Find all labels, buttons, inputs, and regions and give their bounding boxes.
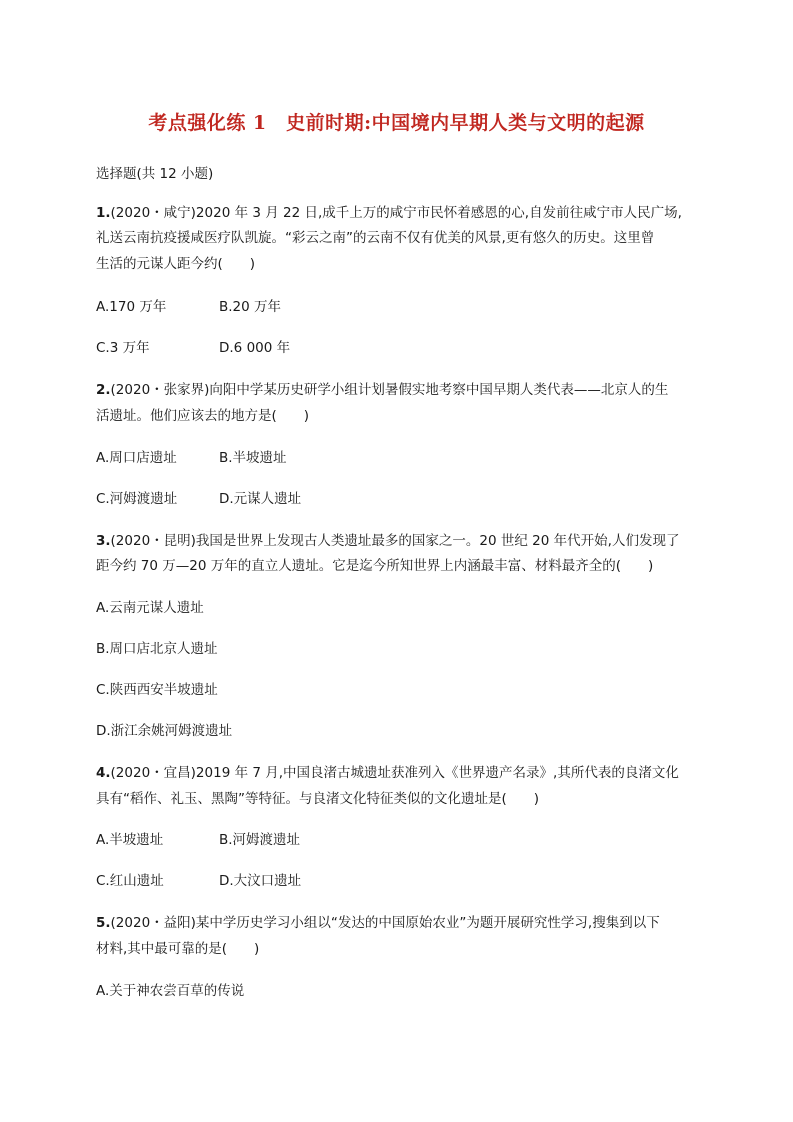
question-4-line-1: 4.(2020・宜昌)2019 年 7 月,中国良渚古城遗址获准列入《世界遗产名录》,其所代表的良渚文化 [96, 765, 679, 781]
option-a: A.170 万年 [96, 299, 167, 315]
question-3-option-b: B.周口店北京人遗址 [96, 641, 218, 657]
option-b: B.20 万年 [219, 299, 282, 315]
page-title: 考点强化练 1 史前时期:中国境内早期人类与文明的起源 [148, 112, 645, 134]
option-a: A.周口店遗址 [96, 450, 177, 466]
question-2-options-row-1 [96, 449, 287, 467]
option-d: D.6 000 年 [219, 340, 291, 356]
question-1-options-row-2 [96, 339, 291, 357]
question-3-option-c: C.陕西西安半坡遗址 [96, 682, 218, 698]
section-heading: 选择题(共 12 小题) [96, 166, 214, 182]
option-d: D.大汶口遗址 [219, 873, 302, 889]
question-number: 3. [96, 533, 111, 549]
question-5-option-a: A.关于神农尝百草的传说 [96, 983, 245, 999]
question-number: 4. [96, 765, 111, 781]
question-1-line-1: 1.(2020・咸宁)2020 年 3 月 22 日,成千上万的咸宁市民怀着感恩的心,自发前往咸宁市人民广场, [96, 205, 682, 221]
question-4-options-row-2 [96, 872, 302, 890]
question-3-option-a: A.云南元谋人遗址 [96, 600, 204, 616]
option-a: A.半坡遗址 [96, 832, 164, 848]
question-3-option-d: D.浙江余姚河姆渡遗址 [96, 723, 233, 739]
question-2-line-1: 2.(2020・张家界)向阳中学某历史研学小组计划暑假实地考察中国早期人类代表——北京人的生 [96, 382, 669, 398]
option-c: C.红山遗址 [96, 873, 164, 889]
option-b: B.河姆渡遗址 [219, 832, 301, 848]
question-5-line-2: 材料,其中最可靠的是( ) [96, 941, 260, 957]
question-3-line-1: 3.(2020・昆明)我国是世界上发现古人类遗址最多的国家之一。20 世纪 20 年代开始,人们发现了 [96, 533, 680, 549]
option-c: C.河姆渡遗址 [96, 491, 178, 507]
question-1-line-2: 礼送云南抗疫援咸医疗队凯旋。“彩云之南”的云南不仅有优美的风景,更有悠久的历史。这里曾 [96, 230, 655, 246]
question-number: 2. [96, 382, 111, 398]
question-2-options-row-2 [96, 490, 302, 508]
question-number: 5. [96, 915, 111, 931]
question-number: 1. [96, 205, 111, 221]
option-c: C.3 万年 [96, 340, 150, 356]
question-4-options-row-1 [96, 831, 301, 849]
option-d: D.元谋人遗址 [219, 491, 302, 507]
question-5-line-1: 5.(2020・益阳)某中学历史学习小组以“发达的中国原始农业”为题开展研究性学习,搜集到以下 [96, 915, 660, 931]
question-1-options-row-1 [96, 298, 282, 316]
question-4-line-2: 具有“稻作、礼玉、黑陶”等特征。与良渚文化特征类似的文化遗址是( ) [96, 791, 540, 807]
question-1-line-3: 生活的元谋人距今约( ) [96, 256, 256, 272]
question-2-line-2: 活遗址。他们应该去的地方是( ) [96, 408, 310, 424]
question-3-line-2: 距今约 70 万—20 万年的直立人遗址。它是迄今所知世界上内涵最丰富、材料最齐全的( ) [96, 558, 654, 574]
option-b: B.半坡遗址 [219, 450, 287, 466]
